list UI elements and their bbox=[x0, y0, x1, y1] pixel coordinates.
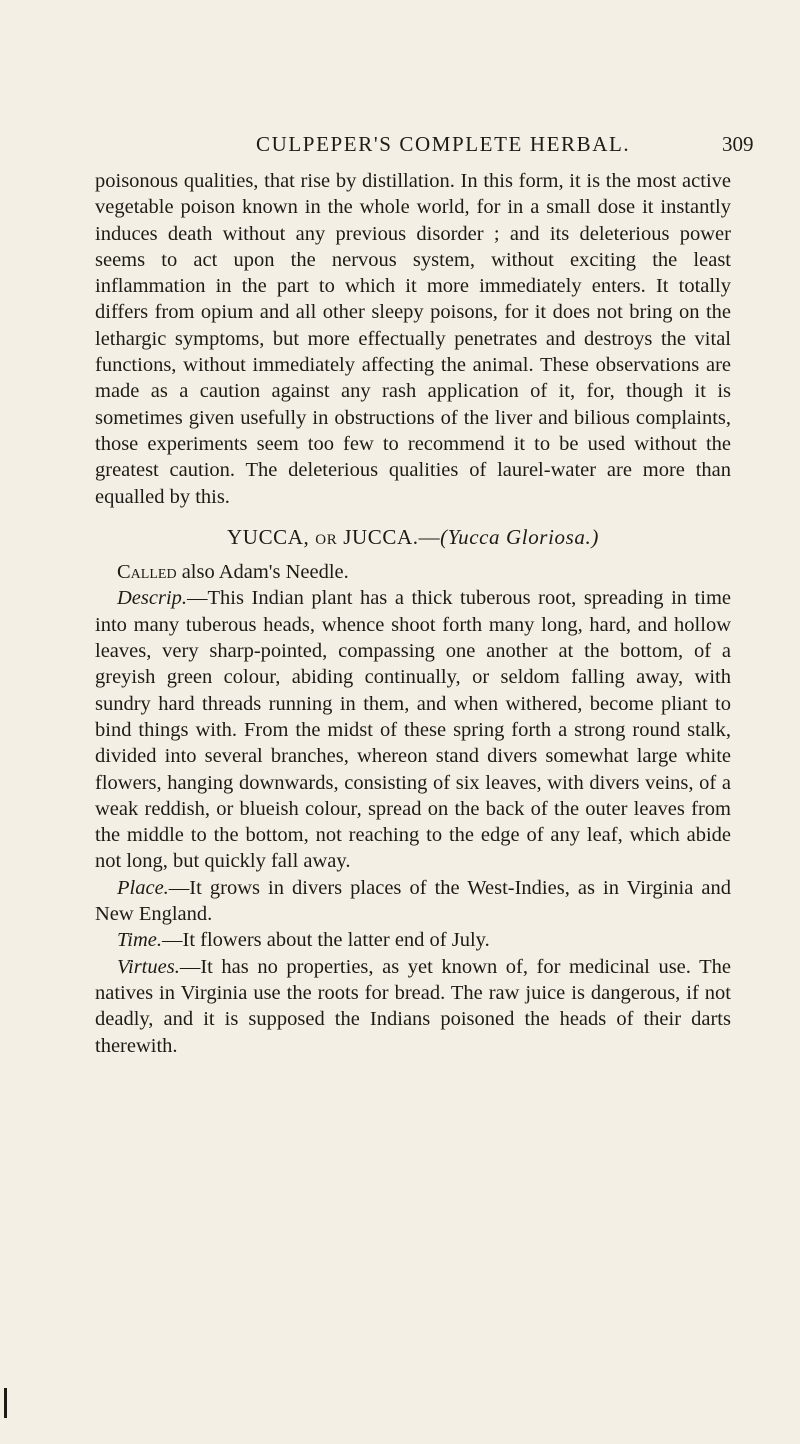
description-paragraph bbox=[95, 585, 731, 874]
place-label: Place. bbox=[117, 876, 169, 899]
text-block bbox=[95, 168, 731, 1059]
called-label: Called bbox=[117, 561, 177, 584]
place-text: —It grows in divers places of the West-Indies, as in Virginia and New England. bbox=[95, 876, 731, 926]
page-edge-mark bbox=[4, 1388, 7, 1418]
place-paragraph bbox=[95, 875, 731, 928]
entry-heading: YUCCA, OR JUCCA.—(Yucca Gloriosa.) bbox=[227, 524, 599, 549]
continuation-paragraph: poisonous qualities, that rise by distillation. In this form, it is the most active vegetable poison known in the whole world, for in a small dose it instantly induces death without any previous disorder ; and its deleterious power seems to act upon the nervous system, without exciting the least inflammation in the part to which it more immediately enters. It totally differs from opium and all other sleepy poisons, for it does not bring on the lethargic symptoms, but more effectually penetrates and destroys the vital functions, without immediately affecting the animal. These observations are made as a caution against any rash application of it, for, though it is sometimes given usefully in obstructions of the liver and bilious complaints, those experiments seem too few to recommend it to be used without the greatest caution. The deleterious qualities of laurel-water are more than equalled by this. bbox=[95, 170, 731, 508]
entry-latin-name: (Yucca Gloriosa.) bbox=[440, 524, 599, 549]
description-label: Descrip. bbox=[117, 587, 188, 610]
time-text: —It flowers about the latter end of July. bbox=[162, 929, 490, 952]
virtues-text: —It has no properties, as yet known of, for medicinal use. The natives in Virginia use the roots for bread. The raw juice is dangerous, if not deadly, and it is supposed the Indians poisoned the heads of their darts therewith. bbox=[95, 955, 731, 1057]
virtues-paragraph bbox=[95, 954, 731, 1059]
time-label: Time. bbox=[117, 929, 162, 952]
running-title: CULPEPER'S COMPLETE HERBAL. bbox=[256, 132, 631, 156]
called-text: also Adam's Needle. bbox=[181, 561, 349, 584]
entry-name: YUCCA, bbox=[227, 524, 310, 549]
entry-alt-name: JUCCA. bbox=[343, 524, 419, 549]
entry-or: OR bbox=[315, 531, 338, 548]
virtues-label: Virtues. bbox=[117, 955, 180, 978]
description-text: —This Indian plant has a thick tuberous root, spreading in time into many tuberous heads, whence shoot forth many long, hard, and hollow leaves, very sharp-pointed, compassing one another at the bottom, of a greyish green colour, abiding continually, or seldom falling away, with sundry hard threads running in them, and when withered, become pliant to bind things with. From the midst of these spring forth a strong round stalk, divided into several branches, whereon stand divers somewhat large white flowers, hanging downwards, consisting of six leaves, with divers veins, of a weak reddish, or blueish colour, spread on the back of the outer leaves from the middle to the bottom, not reaching to the edge of any leaf, which abide not long, but quickly fall away. bbox=[95, 587, 731, 873]
called-paragraph bbox=[95, 559, 731, 585]
running-head bbox=[0, 132, 800, 162]
time-paragraph bbox=[95, 927, 731, 953]
page-number: 309 bbox=[722, 132, 754, 156]
